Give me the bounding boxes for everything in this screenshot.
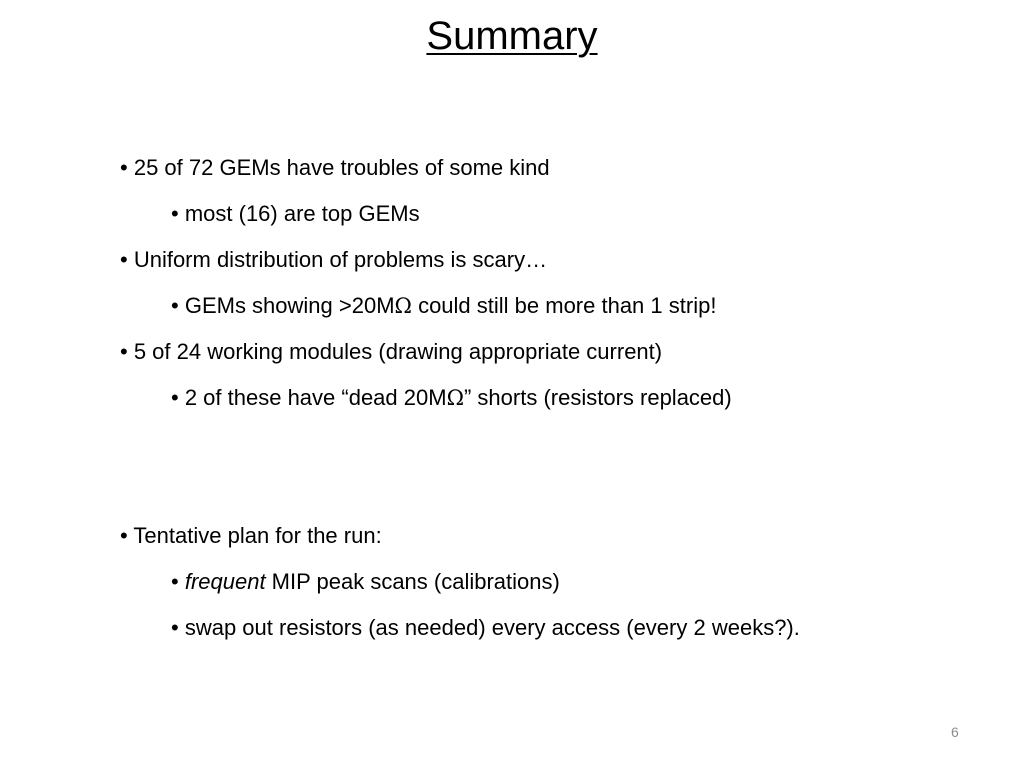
sub-bullet-item: [171, 384, 732, 412]
bullet-text: Uniform distribution of problems is scary…: [133, 247, 548, 272]
bullet-item: [120, 338, 662, 366]
bullet-text: 5 of 24 working modules (drawing appropriate current): [133, 339, 663, 364]
sub-bullet-item: [171, 200, 420, 228]
sub-bullet-item: [171, 292, 716, 320]
bullet-marker: •: [171, 569, 179, 594]
bullet-marker: •: [171, 201, 179, 226]
omega-symbol: Ω: [394, 294, 412, 318]
bullet-text-part: ” shorts (resistors replaced): [463, 385, 732, 410]
bullet-marker: •: [120, 523, 128, 548]
bullet-marker: •: [120, 247, 128, 272]
emphasis-text: frequent: [184, 569, 266, 594]
omega-symbol: Ω: [446, 386, 464, 410]
bullet-marker: •: [171, 385, 179, 410]
bullet-marker: •: [171, 293, 179, 318]
bullet-text-part: GEMs showing >20M: [184, 293, 395, 318]
bullet-text: [185, 293, 717, 318]
bullet-text: [185, 569, 560, 594]
bullet-text-part: could still be more than 1 strip!: [411, 293, 717, 318]
sub-bullet-item: [171, 568, 560, 596]
bullet-item: [120, 154, 550, 182]
sub-bullet-item: [171, 614, 800, 642]
bullet-marker: •: [171, 615, 179, 640]
bullet-text: most (16) are top GEMs: [184, 201, 420, 226]
slide-title: Summary: [426, 14, 598, 58]
bullet-text: Tentative plan for the run:: [133, 523, 382, 548]
bullet-text: swap out resistors (as needed) every access (every 2 weeks?).: [184, 615, 800, 640]
bullet-item: [120, 246, 547, 274]
bullet-text-part: 2 of these have “dead 20M: [184, 385, 447, 410]
bullet-text: [185, 385, 732, 410]
bullet-text: 25 of 72 GEMs have troubles of some kind: [133, 155, 550, 180]
page-number: 6: [951, 724, 959, 740]
bullet-marker: •: [120, 339, 128, 364]
bullet-text-part: MIP peak scans (calibrations): [265, 569, 560, 594]
bullet-marker: •: [120, 155, 128, 180]
bullet-item: [120, 522, 382, 550]
